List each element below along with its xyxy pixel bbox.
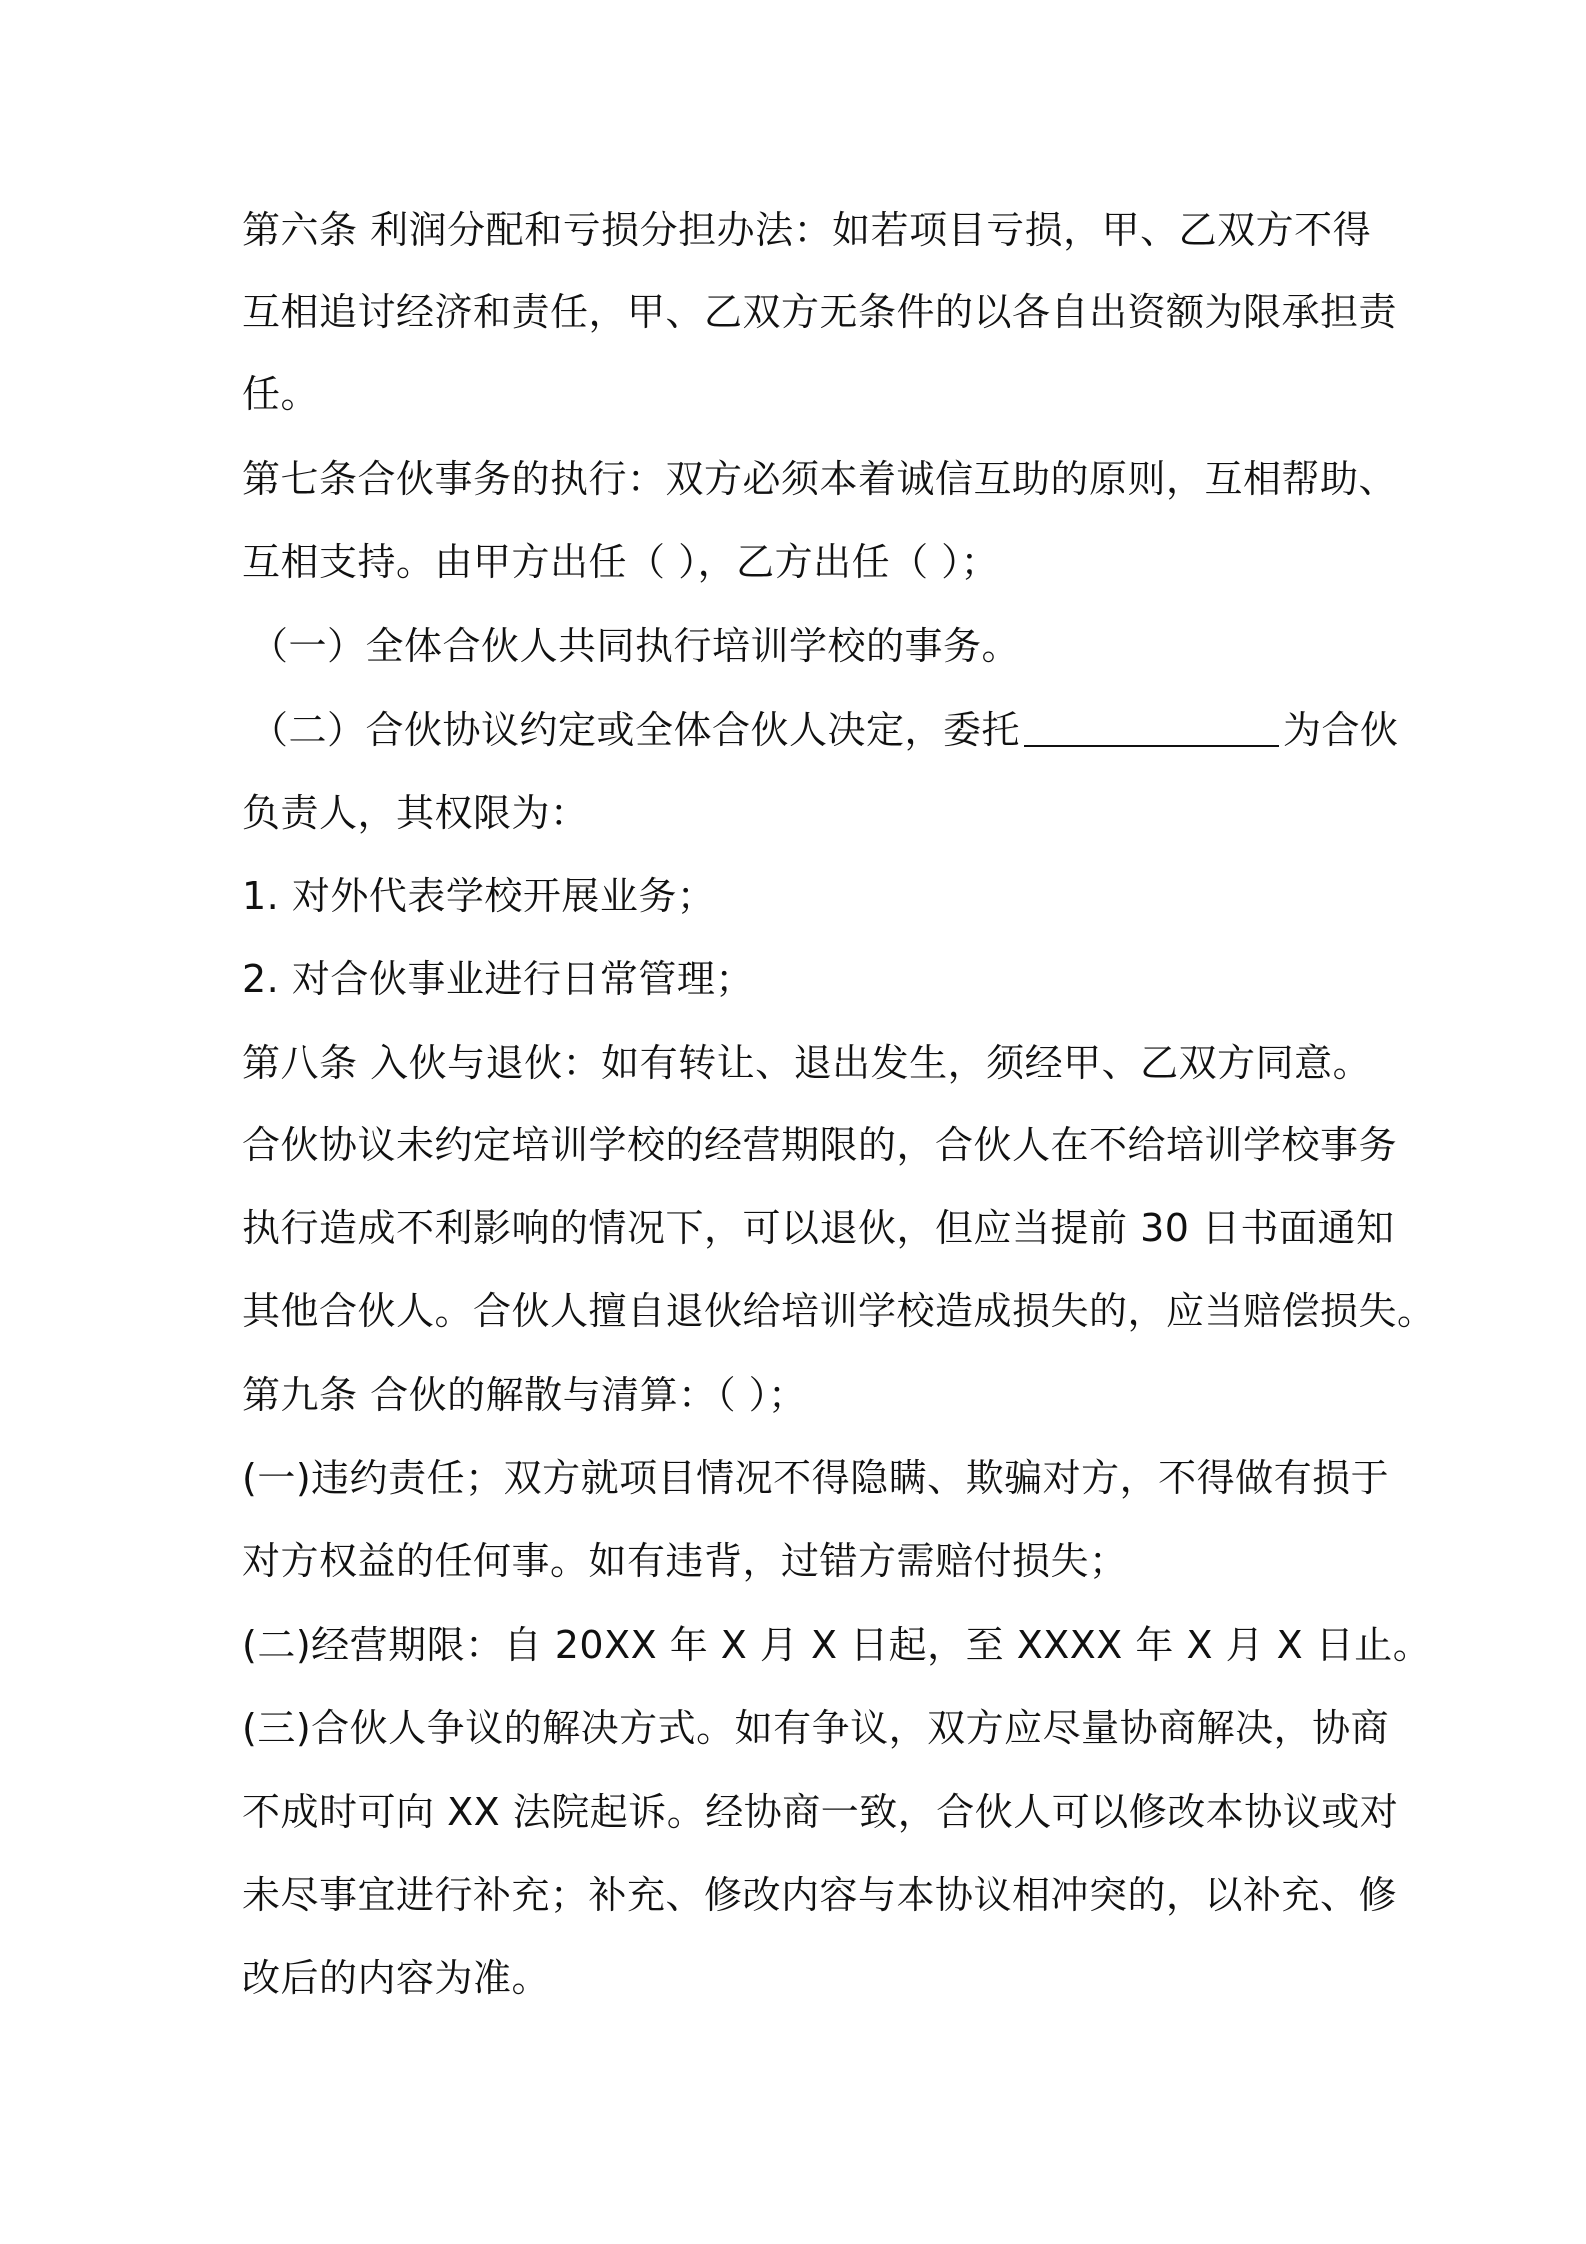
text-line: (二)经营期限：自 20XX 年 X 月 X 日起，至 XXXX 年 X 月 X 日止。	[242, 1623, 1432, 1667]
text-line: 互相支持。由甲方出任（ ），乙方出任（ ）；	[242, 540, 1000, 584]
text-line: 其他合伙人。合伙人擅自退伙给培训学校造成损失的，应当赔偿损失。	[242, 1289, 1436, 1333]
text-segment: （二）合伙协议约定或全体合伙人决定，委托	[250, 708, 1021, 752]
text-line: 任。	[242, 372, 320, 416]
text-line: 互相追讨经济和责任，甲、乙双方无条件的以各自出资额为限承担责	[242, 290, 1398, 334]
text-line: 不成时可向 XX 法院起诉。经协商一致，合伙人可以修改本协议或对	[242, 1790, 1399, 1834]
text-line: （一）全体合伙人共同执行培训学校的事务。	[250, 624, 1021, 668]
text-line: (一)违约责任；双方就项目情况不得隐瞒、欺骗对方，不得做有损于	[242, 1456, 1390, 1500]
fill-in-blank[interactable]	[1024, 739, 1279, 747]
text-line: (三)合伙人争议的解决方式。如有争议，双方应尽量协商解决，协商	[242, 1706, 1390, 1750]
text-segment: 为合伙	[1283, 708, 1399, 752]
text-line: 第九条 合伙的解散与清算：（ ）；	[242, 1373, 807, 1417]
text-line: 第七条合伙事务的执行：双方必须本着诚信互助的原则，互相帮助、	[242, 457, 1398, 501]
text-line: 1. 对外代表学校开展业务；	[242, 874, 716, 918]
text-line: 对方权益的任何事。如有违背，过错方需赔付损失；	[242, 1539, 1128, 1583]
text-line: 负责人，其权限为：	[242, 791, 589, 835]
text-line	[250, 695, 1399, 765]
text-line: 第八条 入伙与退伙：如有转让、退出发生，须经甲、乙双方同意。	[242, 1041, 1372, 1085]
text-line: 2. 对合伙事业进行日常管理；	[242, 957, 754, 1001]
text-line: 合伙协议未约定培训学校的经营期限的，合伙人在不给培训学校事务	[242, 1123, 1398, 1167]
text-line: 第六条 利润分配和亏损分担办法：如若项目亏损，甲、乙双方不得	[242, 208, 1372, 252]
text-line: 改后的内容为准。	[242, 1956, 551, 2000]
text-line: 未尽事宜进行补充；补充、修改内容与本协议相冲突的，以补充、修	[242, 1873, 1398, 1917]
text-line: 执行造成不利影响的情况下，可以退伙，但应当提前 30 日书面通知	[242, 1206, 1395, 1250]
